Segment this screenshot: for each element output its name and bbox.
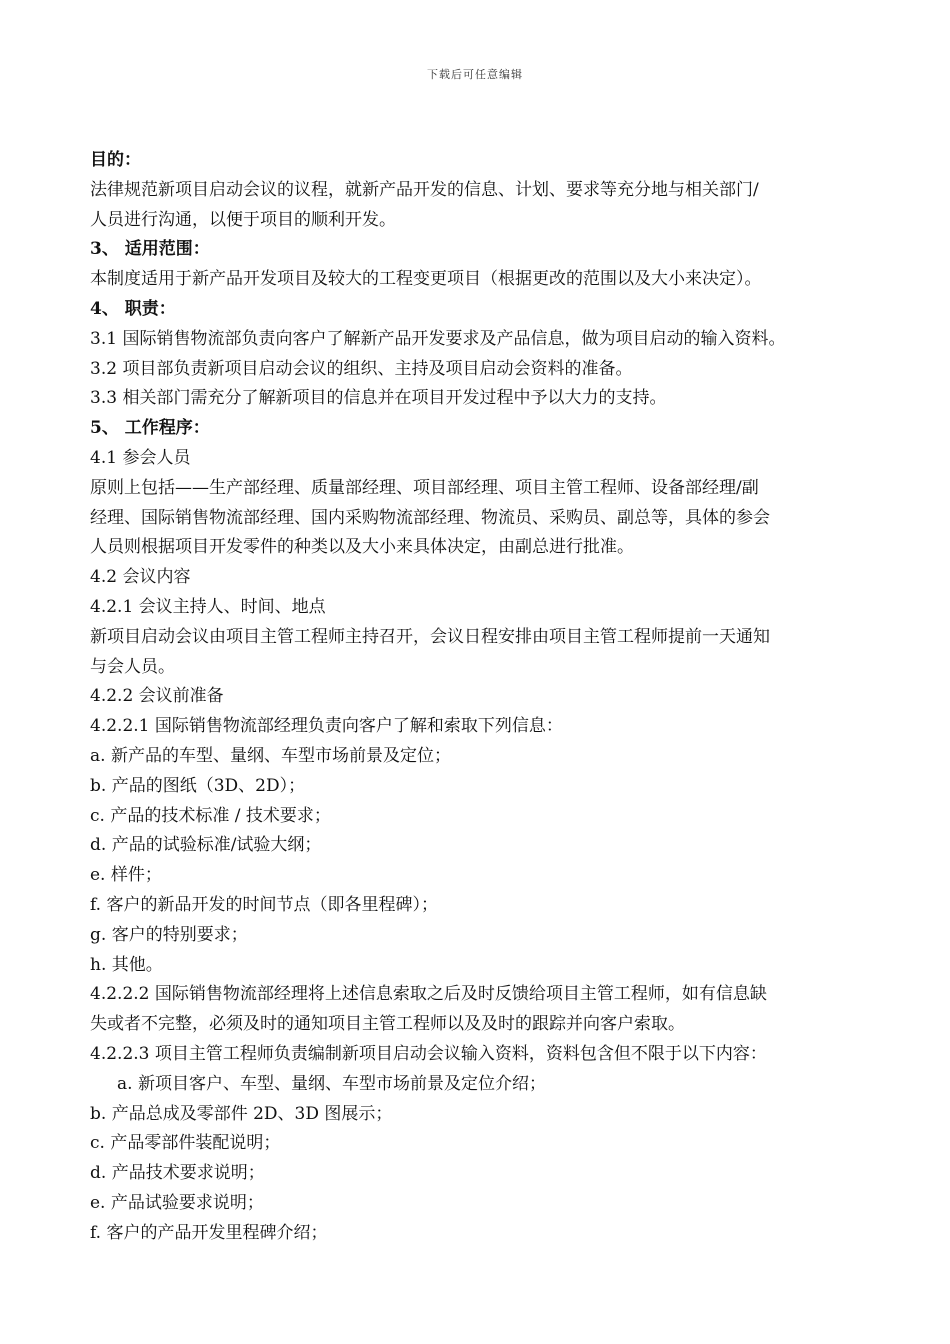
- document-line: a. 新项目客户、车型、量纲、车型市场前景及定位介绍；: [117, 1073, 546, 1094]
- section-heading: 5、 工作程序：: [90, 418, 210, 439]
- document-line: 3.1 国际销售物流部负责向客户了解新产品开发要求及产品信息，做为项目启动的输入资料。: [90, 328, 786, 349]
- document-line: 4.2.2.3 项目主管工程师负责编制新项目启动会议输入资料，资料包含但不限于以下内容：: [90, 1043, 767, 1064]
- document-line: 4.2.2.2 国际销售物流部经理将上述信息索取之后及时反馈给项目主管工程师，如有信息缺: [90, 984, 767, 1005]
- page-header: 下载后可任意编辑: [427, 68, 523, 81]
- document-line: 4.2.1 会议主持人、时间、地点: [90, 596, 326, 617]
- document-line: a. 新产品的车型、量纲、车型市场前景及定位；: [90, 745, 451, 766]
- section-heading: 目的：: [90, 150, 141, 170]
- document-line: 人员则根据项目开发零件的种类以及大小来具体决定，由副总进行批准。: [90, 537, 634, 558]
- document-line: e. 产品试验要求说明；: [90, 1192, 264, 1213]
- document-line: 经理、国际销售物流部经理、国内采购物流部经理、物流员、采购员、副总等，具体的参会: [90, 507, 770, 528]
- document-line: d. 产品技术要求说明；: [90, 1163, 265, 1184]
- document-line: 与会人员。: [90, 656, 175, 677]
- document-line: b. 产品的图纸（3D、2D）；: [90, 775, 306, 796]
- document-line: 新项目启动会议由项目主管工程师主持召开，会议日程安排由项目主管工程师提前一天通知: [90, 626, 770, 647]
- document-line: b. 产品总成及零部件 2D、3D 图展示；: [90, 1103, 393, 1124]
- document-line: 4.2.2 会议前准备: [90, 686, 224, 707]
- section-heading: 3、 适用范围：: [90, 239, 210, 260]
- document-line: 原则上包括——生产部经理、质量部经理、项目部经理、项目主管工程师、设备部经理/副: [90, 477, 759, 498]
- document-line: e. 样件；: [90, 865, 162, 886]
- document-line: 法律规范新项目启动会议的议程，就新产品开发的信息、计划、要求等充分地与相关部门/: [90, 179, 759, 200]
- document-line: 4.2 会议内容: [90, 567, 191, 588]
- section-heading: 4、 职责：: [90, 298, 176, 319]
- document-line: c. 产品的技术标准 / 技术要求；: [90, 805, 331, 826]
- document-line: g. 客户的特别要求；: [90, 924, 248, 945]
- document-line: f. 客户的产品开发里程碑介绍；: [90, 1222, 328, 1243]
- document-line: f. 客户的新品开发的时间节点（即各里程碑）；: [90, 894, 438, 915]
- document-body: [90, 146, 880, 1248]
- document-line: c. 产品零部件装配说明；: [90, 1133, 281, 1154]
- document-line: 4.1 参会人员: [90, 447, 191, 468]
- document-line: 4.2.2.1 国际销售物流部经理负责向客户了解和索取下列信息：: [90, 716, 563, 737]
- document-line: 失或者不完整，必须及时的通知项目主管工程师以及及时的跟踪并向客户索取。: [90, 1014, 685, 1035]
- document-line: 3.3 相关部门需充分了解新项目的信息并在项目开发过程中予以大力的支持。: [90, 388, 667, 409]
- document-line: 3.2 项目部负责新项目启动会议的组织、主持及项目启动会资料的准备。: [90, 358, 633, 379]
- document-line: 人员进行沟通，以便于项目的顺利开发。: [90, 209, 396, 230]
- document-line: d. 产品的试验标准/试验大纲；: [90, 835, 322, 856]
- document-line: h. 其他。: [90, 954, 163, 975]
- document-line: 本制度适用于新产品开发项目及较大的工程变更项目（根据更改的范围以及大小来决定）。: [90, 269, 762, 290]
